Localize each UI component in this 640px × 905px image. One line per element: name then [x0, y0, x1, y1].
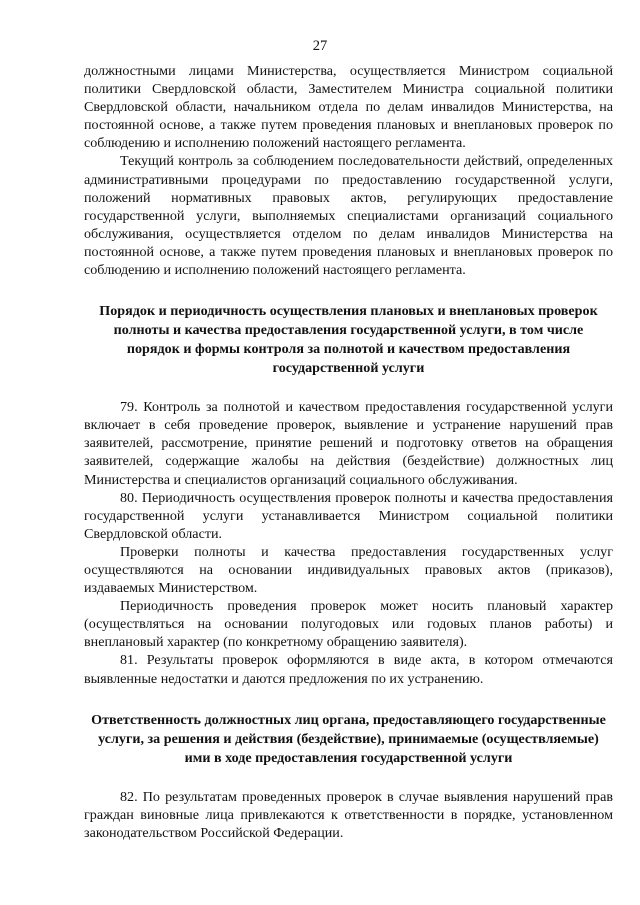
paragraph-79: 79. Контроль за полнотой и качеством предоставления государственной услуги включает в себя проведение проверок, выявление и устранение нарушений прав заявителей, рассмотрение, принятие решений и подготовку ответов на обращения заявителей, содержащие жалобы на действия (бездействие) должностных лиц Министерства и специалистов организаций социального обслуживания. — [84, 399, 613, 488]
paragraph-continuation: должностными лицами Министерства, осуществляется Министром социальной политики Свердловской области, Заместителем Министра социальной политики Свердловской области, начальником отдела по делам инвалидов Министерства, на постоянной основе, а также путем проведения плановых и внеплановых проверок по соблюдению и исполнению положений настоящего регламента. — [84, 63, 613, 152]
spacer — [84, 279, 613, 302]
paragraph-82: 82. По результатам проведенных проверок в случае выявления нарушений прав граждан виновные лица привлекаются к ответственности в порядке, установленном законодательством Российской Федерации. — [84, 788, 613, 841]
paragraph-inspections-basis: Проверки полноты и качества предоставления государственных услуг осуществляются на основании индивидуальных правовых актов (приказов), издаваемых Министерством. — [84, 543, 613, 597]
spacer — [84, 768, 613, 788]
spacer — [84, 378, 613, 398]
paragraph-inspections-frequency: Периодичность проведения проверок может носить плановый характер (осуществляться на основании полугодовых или годовых планов работы) и внеплановый характер (по конкретному обращению заявителя). — [84, 598, 613, 651]
paragraph-81: 81. Результаты проверок оформляются в виде акта, в котором отмечаются выявленные недостатки и даются предложения по их устранению. — [84, 652, 613, 687]
paragraph-80: 80. Периодичность осуществления проверок полноты и качества предоставления государственной услуги устанавливается Министром социальной политики Свердловской области. — [84, 489, 613, 542]
section-heading-responsibility: Ответственность должностных лиц органа, предоставляющего государственные услуги, за решения и действия (бездействие), принимаемые (осуществляемые) ими в ходе предоставления государственной услуги — [91, 711, 606, 766]
document-body — [84, 62, 613, 842]
paragraph-current-control: Текущий контроль за соблюдением последовательности действий, определенных административными процедурами по предоставлению государственной услуги, положений нормативных правовых актов, регулирующих предоставление государственной услуги, выполняемых специалистами организаций социального обслуживания, осуществляется отделом по делам инвалидов Министерства на постоянной основе, а также путем проведения плановых и внеплановых проверок по соблюдению и исполнению положений настоящего регламента. — [84, 153, 613, 279]
section-heading-inspections: Порядок и периодичность осуществления плановых и внеплановых проверок полноты и качества предоставления государственной услуги, в том числе порядок и формы контроля за полнотой и качеством предоставления государственной услуги — [99, 303, 598, 377]
page-number: 27 — [312, 38, 328, 54]
spacer — [84, 688, 613, 711]
